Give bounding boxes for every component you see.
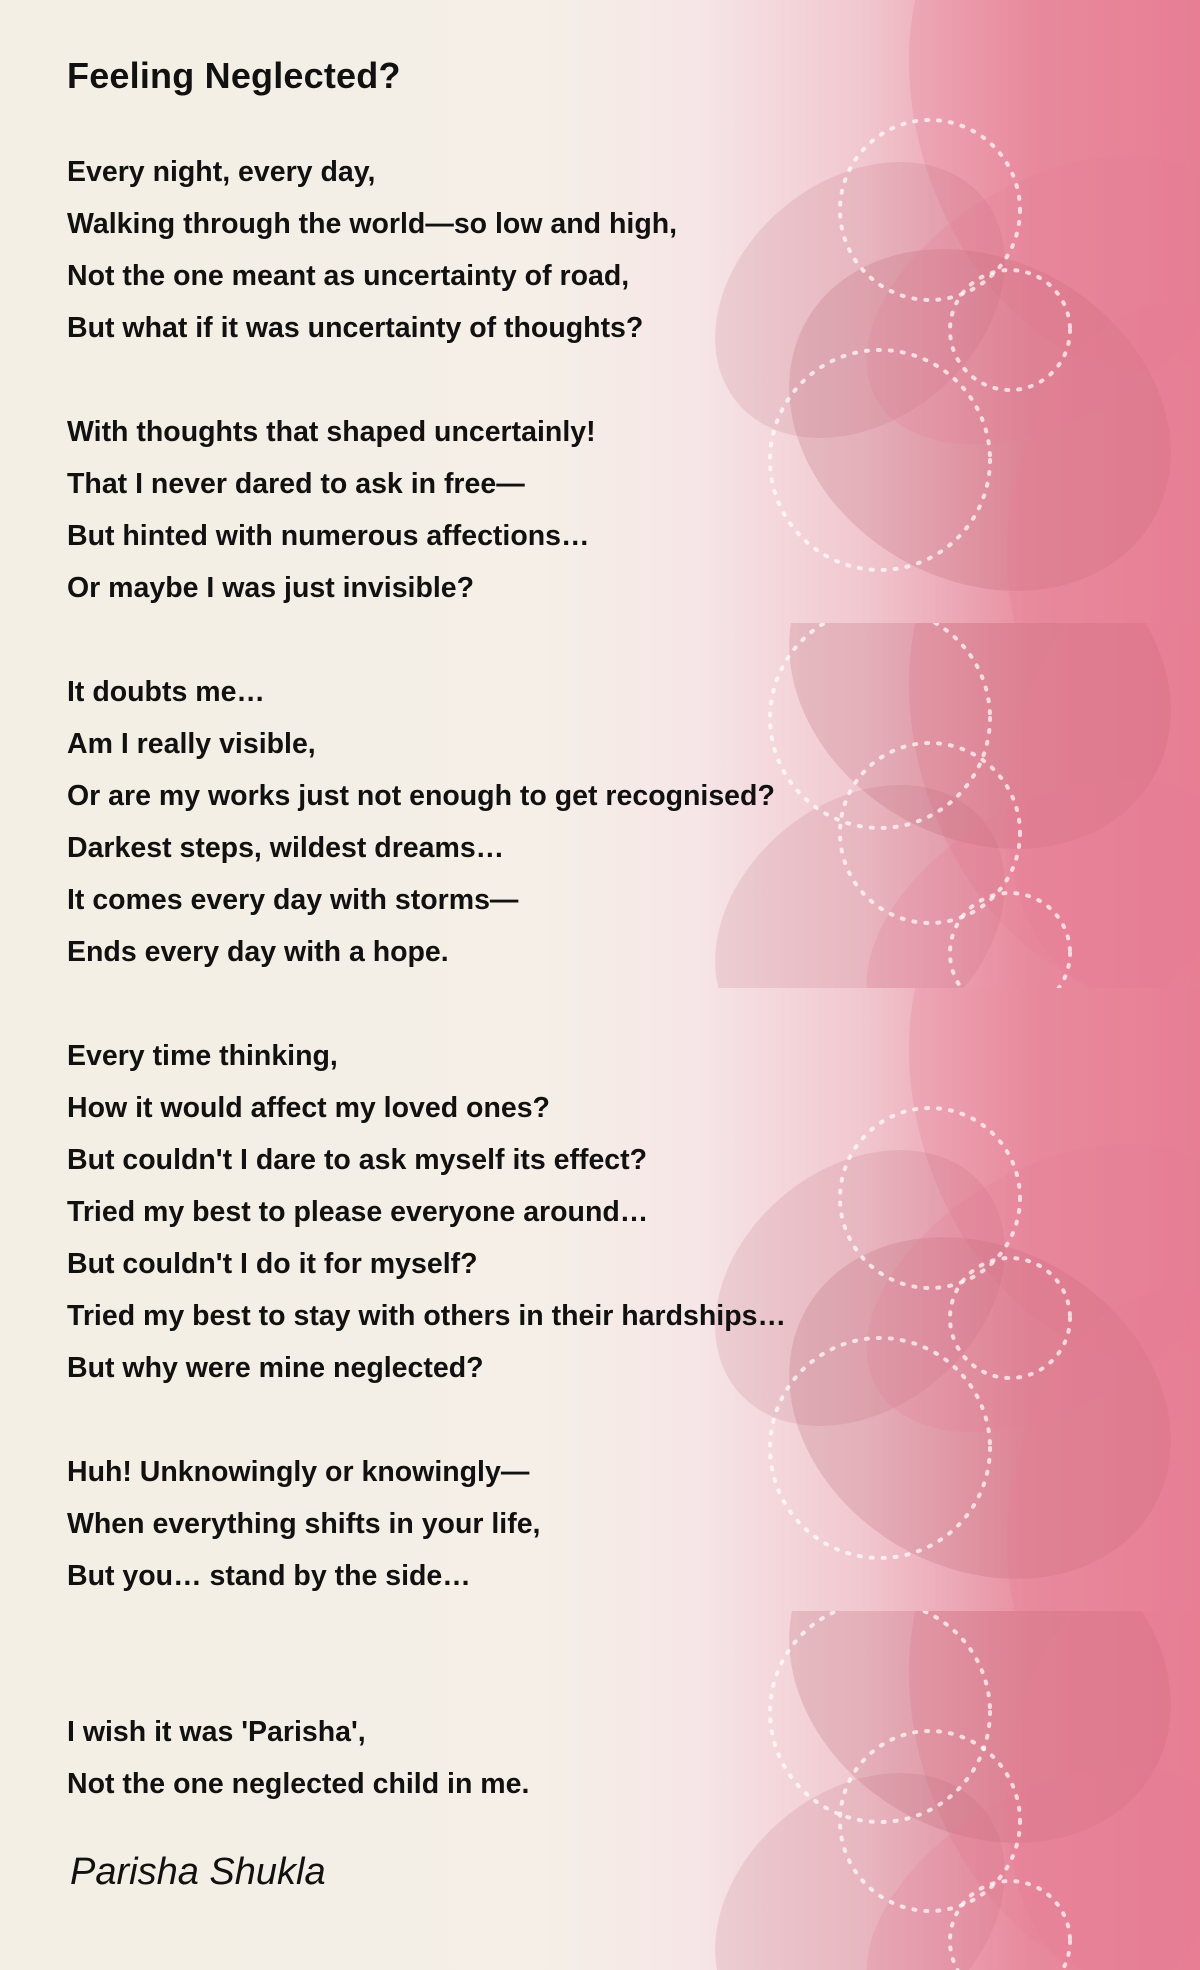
poem-title: Feeling Neglected?: [67, 55, 401, 96]
poem-line: Not the one neglected child in me.: [67, 1768, 530, 1800]
poem-line: Tried my best to stay with others in their hardships…: [67, 1300, 786, 1332]
poem-line: Not the one meant as uncertainty of road,: [67, 260, 630, 292]
poem-line: Ends every day with a hope.: [67, 936, 449, 968]
poem-line: Every time thinking,: [67, 1040, 338, 1072]
poem-author: Parisha Shukla: [70, 1851, 326, 1893]
stanza: [67, 666, 1200, 978]
poem-line: Or maybe I was just invisible?: [67, 572, 475, 604]
poem-line: It comes every day with storms—: [67, 884, 519, 916]
stanza: [67, 1446, 1200, 1602]
stanza: [67, 406, 1200, 614]
poem-line: That I never dared to ask in free—: [67, 468, 525, 500]
poem-line: It doubts me…: [67, 676, 265, 708]
poem-line: But couldn't I do it for myself?: [67, 1248, 478, 1280]
stanza: [67, 1030, 1200, 1394]
poem-line: Or are my works just not enough to get recognised?: [67, 780, 775, 812]
stanza: [67, 1706, 1200, 1810]
poem-line: When everything shifts in your life,: [67, 1508, 541, 1540]
poem-line: But hinted with numerous affections…: [67, 520, 590, 552]
poem-line: Am I really visible,: [67, 728, 316, 760]
poem-line: With thoughts that shaped uncertainly!: [67, 416, 596, 448]
poem-line: But couldn't I dare to ask myself its effect?: [67, 1144, 648, 1176]
poem-line: Tried my best to please everyone around…: [67, 1196, 649, 1228]
stanza: [67, 146, 1200, 354]
poem-line: Huh! Unknowingly or knowingly—: [67, 1456, 530, 1488]
poem-line: Every night, every day,: [67, 156, 376, 188]
poem-line: But why were mine neglected?: [67, 1352, 484, 1384]
poem-line: How it would affect my loved ones?: [67, 1092, 550, 1124]
poem-line: Darkest steps, wildest dreams…: [67, 832, 505, 864]
poem-line: But what if it was uncertainty of thoughts?: [67, 312, 644, 344]
poem-line: I wish it was 'Parisha',: [67, 1716, 366, 1748]
poem-line: Walking through the world—so low and high,: [67, 208, 678, 240]
poem-line: But you… stand by the side…: [67, 1560, 471, 1592]
